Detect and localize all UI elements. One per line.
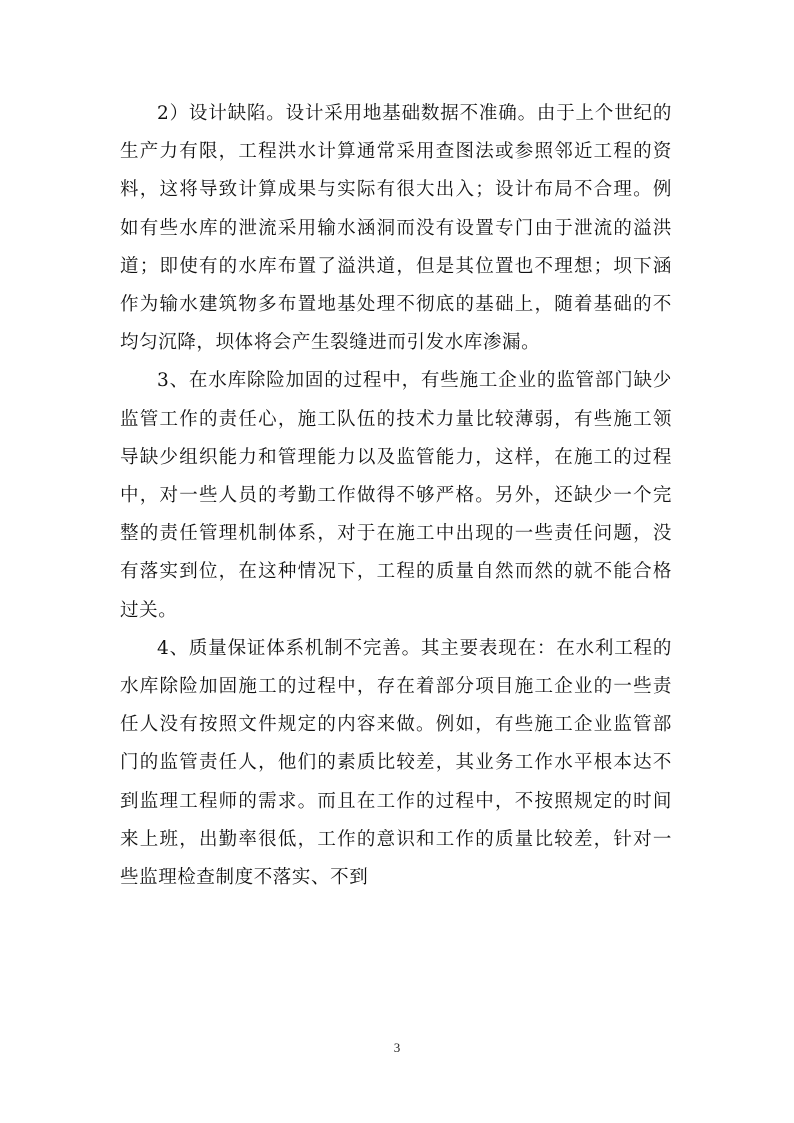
paragraph-design-defects: 2）设计缺陷。设计采用地基础数据不准确。由于上个世纪的生产力有限，工程洪水计算通常采用查图法或参照邻近工程的资料，这将导致计算成果与实际有很大出入；设计布局不合理。例如有些水库的泄流采用输水涵洞而没有设置专门由于泄流的溢洪道；即使有的水库布置了溢洪道，但是其位置也不理想；坝下涵作为输水建筑物多布置地基处理不彻底的基础上，随着基础的不均匀沉降，坝体将会产生裂缝进而引发水库渗漏。 bbox=[120, 103, 672, 354]
paragraph-supervision-issues: 3、在水库除险加固的过程中，有些施工企业的监管部门缺少监管工作的责任心，施工队伍的技术力量比较薄弱，有些施工领导缺少组织能力和管理能力以及监管能力，这样，在施工的过程中，对一些人员的考勤工作做得不够严格。另外，还缺少一个完整的责任管理机制体系，对于在施工中出现的一些责任问题，没有落实到位，在这种情况下，工程的质量自然而然的就不能合格过关。 bbox=[120, 370, 672, 621]
page-number: 3 bbox=[393, 1040, 401, 1055]
document-body bbox=[120, 95, 672, 897]
paragraph-quality-system: 4、质量保证体系机制不完善。其主要表现在：在水利工程的水库除险加固施工的过程中，存在着部分项目施工企业的一些责任人没有按照文件规定的内容来做。例如，有些施工企业监管部门的监管责任人，他们的素质比较差，其业务工作水平根本达不到监理工程师的需求。而且在工作的过程中，不按照规定的时间来上班，出勤率很低，工作的意识和工作的质量比较差，针对一些监理检查制度不落实、不到 bbox=[120, 637, 672, 889]
